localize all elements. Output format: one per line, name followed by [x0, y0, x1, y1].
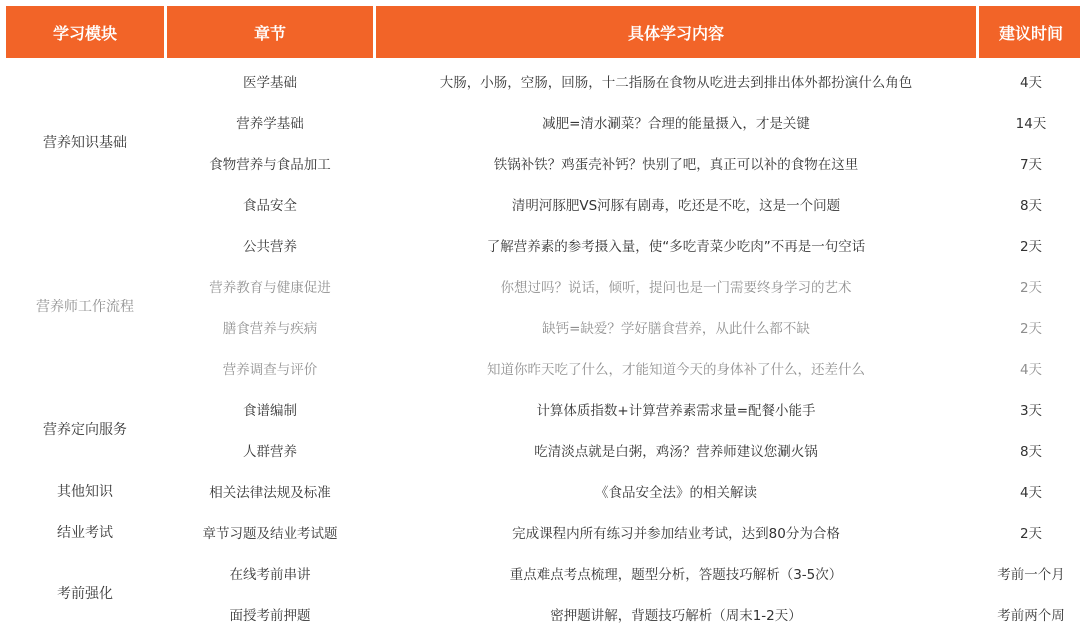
time-cell: 考前两个周 — [997, 607, 1065, 624]
chapter-cell: 相关法律法规及标准 — [209, 484, 331, 501]
content-cell: 重点难点考点梳理，题型分析，答题技巧解析（3-5次） — [509, 566, 843, 583]
module-cell: 其他知识 — [57, 483, 113, 500]
time-cell: 考前一个月 — [997, 566, 1065, 583]
study-plan-table — [6, 6, 1074, 634]
content-cell: 《食品安全法》的相关解读 — [595, 484, 757, 501]
chapter-cell: 食谱编制 — [243, 402, 297, 419]
content-cell: 减肥=清水涮菜？合理的能量摄入，才是关键 — [542, 115, 810, 132]
module-cell: 营养知识基础 — [43, 135, 127, 151]
time-cell: 8天 — [1019, 197, 1043, 214]
module-cell: 结业考试 — [57, 524, 113, 541]
time-cell: 14天 — [1015, 115, 1047, 132]
chapter-cell: 医学基础 — [243, 74, 297, 91]
time-cell: 2天 — [1019, 320, 1043, 337]
table-body — [6, 60, 1074, 634]
content-cell: 了解营养素的参考摄入量，使“多吃青菜少吃肉”不再是一句空话 — [486, 238, 866, 255]
header-module: 学习模块 — [6, 6, 164, 58]
content-cell: 大肠，小肠，空肠，回肠，十二指肠在食物从吃进去到排出体外都扮演什么角色 — [439, 74, 913, 91]
time-cell: 2天 — [1019, 525, 1043, 542]
time-cell: 4天 — [1019, 361, 1043, 378]
time-cell: 8天 — [1019, 443, 1043, 460]
module-cell: 营养师工作流程 — [36, 299, 134, 315]
header-time: 建议时间 — [979, 6, 1080, 58]
chapter-cell: 营养调查与评价 — [222, 361, 318, 378]
header-content: 具体学习内容 — [376, 6, 976, 58]
chapter-cell: 人群营养 — [243, 443, 297, 460]
content-cell: 密押题讲解，背题技巧解析（周末1-2天） — [550, 607, 802, 624]
chapter-cell: 公共营养 — [243, 238, 297, 255]
time-cell: 3天 — [1019, 402, 1043, 419]
header-chapter: 章节 — [167, 6, 373, 58]
module-cell: 营养定向服务 — [43, 422, 127, 438]
table-header — [6, 6, 1074, 58]
content-cell: 铁锅补铁？鸡蛋壳补钙？快别了吧，真正可以补的食物在这里 — [493, 156, 859, 173]
chapter-cell: 膳食营养与疾病 — [222, 320, 318, 337]
time-cell: 4天 — [1019, 74, 1043, 91]
time-cell: 4天 — [1019, 484, 1043, 501]
chapter-cell: 面授考前押题 — [229, 607, 311, 624]
time-cell: 7天 — [1019, 156, 1043, 173]
chapter-cell: 营养教育与健康促进 — [209, 279, 331, 296]
chapter-cell: 营养学基础 — [236, 115, 304, 132]
chapter-cell: 在线考前串讲 — [229, 566, 311, 583]
chapter-cell: 食品安全 — [243, 197, 297, 214]
content-cell: 清明河豚肥VS河豚有剧毒，吃还是不吃，这是一个问题 — [511, 197, 841, 214]
module-cell: 考前强化 — [57, 586, 113, 602]
chapter-cell: 章节习题及结业考试题 — [202, 525, 338, 542]
chapter-cell: 食物营养与食品加工 — [209, 156, 331, 173]
content-cell: 计算体质指数+计算营养素需求量=配餐小能手 — [536, 402, 816, 419]
content-cell: 吃清淡点就是白粥，鸡汤？营养师建议您涮火锅 — [534, 443, 818, 460]
time-cell: 2天 — [1019, 279, 1043, 296]
content-cell: 你想过吗？说话，倾听，提问也是一门需要终身学习的艺术 — [500, 279, 852, 296]
content-cell: 缺钙=缺爱？学好膳食营养，从此什么都不缺 — [542, 320, 810, 337]
content-cell: 知道你昨天吃了什么，才能知道今天的身体补了什么，还差什么 — [487, 361, 865, 378]
time-cell: 2天 — [1019, 238, 1043, 255]
content-cell: 完成课程内所有练习并参加结业考试，达到80分为合格 — [512, 525, 840, 542]
